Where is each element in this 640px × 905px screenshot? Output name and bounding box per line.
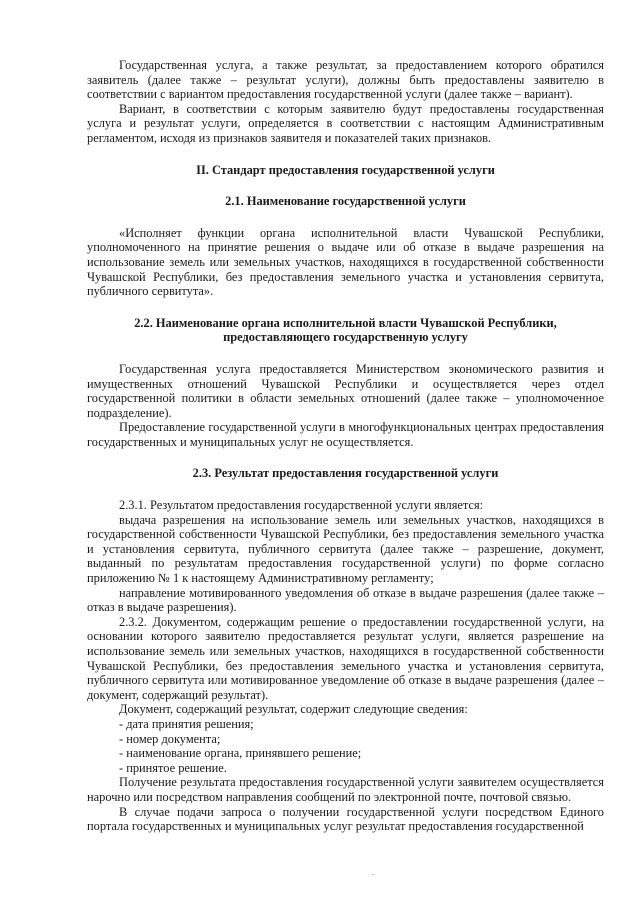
section-2-3-title: 2.3. Результат предоставления государственной услуги: [192, 466, 499, 481]
section-2-3-paragraph-2: выдача разрешения на использование земель или земельных участков, находящихся в государственной собственности Чувашской Республики, без предоставления земельного участка и установления сервитута, публичного сервитута (далее также – разрешение, документ, выданный по результатам предоставления государственной услуги) по форме согласно приложению № 1 к настоящему Административному регламенту;: [87, 512, 604, 586]
section-2-2-title-line-1: 2.2. Наименование органа исполнительной власти Чувашской Республики,: [134, 315, 557, 330]
list-item: - номер документа;: [119, 731, 221, 746]
section-2-2-title-line-2: предоставляющего государственную услугу: [223, 330, 468, 345]
document-page: [87, 58, 604, 834]
section-2-1-title: 2.1. Наименование государственной услуги: [225, 194, 466, 209]
section-2-3-paragraph-4: 2.3.2. Документом, содержащим решение о предоставлении государственной услуги, на основании которого заявителю предоставляется результат услуги, является разрешение на использование земель или земельных участков, находящихся в государственной собственности Чувашской Республики, без предоставления земельного участка и установления сервитута, публичного сервитута или мотивированное уведомление об отказе в выдаче разрешения (далее – документ, содержащий результат).: [87, 614, 604, 702]
section-2-2-paragraph-1: Государственная услуга предоставляется Министерством экономического развития и имущественных отношений Чувашской Республики и осуществляется через отдел государственной политики в области земельных отношений (далее также – уполномоченное подразделение).: [87, 361, 604, 420]
section-2-3-paragraph-5: Документ, содержащий результат, содержит следующие сведения:: [119, 702, 468, 717]
intro-paragraph-1: Государственная услуга, а также результат, за предоставлением которого обратился заявитель (далее также – результат услуги), должны быть предоставлены заявителю в соответствии с вариантом предоставления государственной услуги (далее также – вариант).: [87, 58, 604, 102]
list-item: - дата принятия решения;: [119, 716, 254, 731]
section-2-3-paragraph-1: 2.3.1. Результатом предоставления государственной услуги является:: [119, 498, 484, 513]
section-2-2-paragraph-2: Предоставление государственной услуги в многофункциональных центрах предоставления государственных и муниципальных услуг не осуществляется.: [87, 420, 604, 449]
scan-speck: [372, 874, 374, 875]
intro-paragraph-2: Вариант, в соответствии с которым заявителю будут предоставлены государственная услуга и результат услуги, определяется в соответствии с настоящим Административным регламентом, исходя из признаков заявителя и показателей таких признаков.: [87, 101, 604, 145]
section-2-3-paragraph-3: направление мотивированного уведомления об отказе в выдаче разрешения (далее также – отказ в выдаче разрешения).: [87, 585, 604, 615]
list-item: - принятое решение.: [119, 760, 227, 775]
section-2-3-paragraph-6: Получение результата предоставления государственной услуги заявителем осуществляется нарочно или посредством направления сообщений по электронной почте, почтовой связью.: [87, 775, 604, 804]
section-2-3-paragraph-7: В случае подачи запроса о получении государственной услуги посредством Единого портала государственных и муниципальных услуг результат предоставления государственной: [87, 804, 604, 834]
list-item: - наименование органа, принявшего решение;: [119, 746, 362, 761]
section-2-2-title: [87, 316, 604, 345]
section-2-title: II. Стандарт предоставления государственной услуги: [196, 162, 495, 177]
section-2-1-paragraph: «Исполняет функции органа исполнительной власти Чувашской Республики, уполномоченного на принятие решения о выдаче или об отказе в выдаче разрешения на использование земель или земельных участков, находящихся в государственной собственности Чувашской Республики, без предоставления земельного участка и установления сервитута, публичного сервитута».: [87, 225, 604, 299]
